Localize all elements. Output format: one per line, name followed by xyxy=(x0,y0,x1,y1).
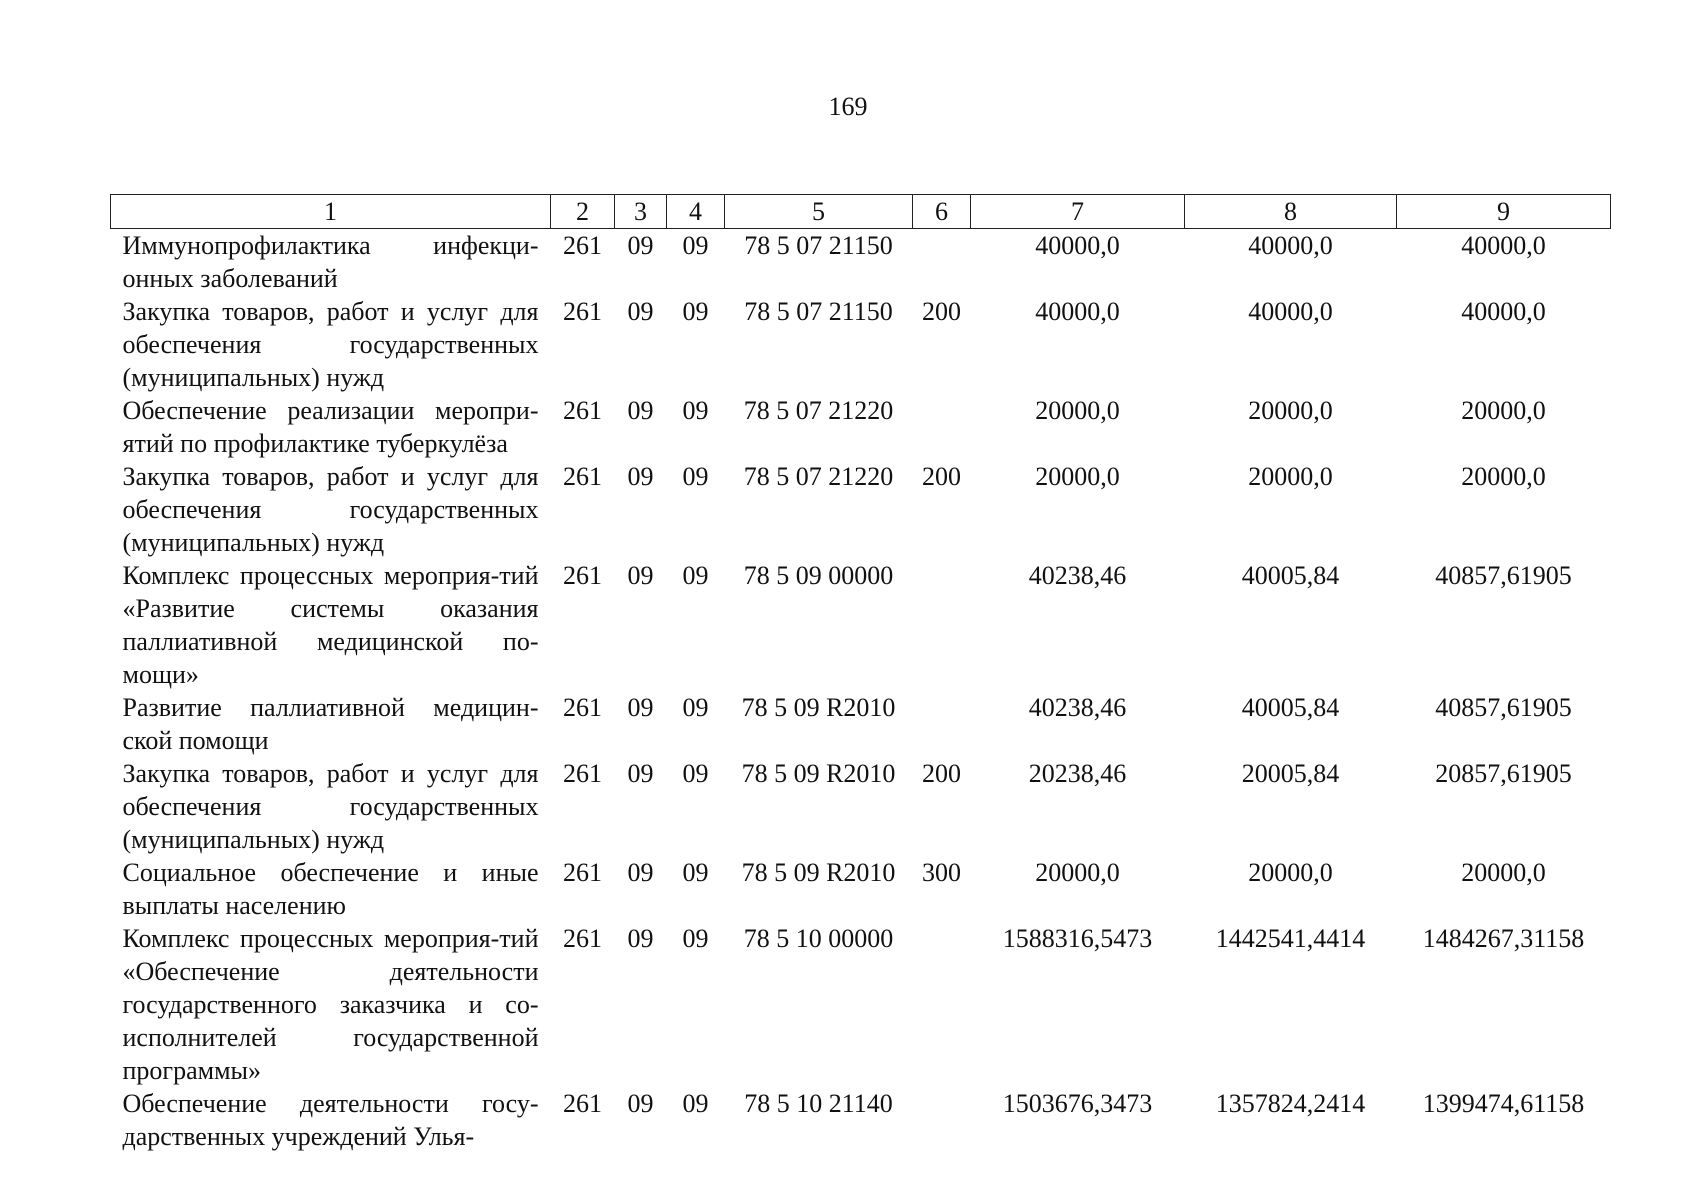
row-name: Обеспечение деятельности госу-дарственных учреждений Улья- xyxy=(122,1089,539,1151)
row-value-8: 20000,0 xyxy=(1248,858,1333,887)
row-code-2: 261 xyxy=(563,1089,602,1118)
table-row xyxy=(111,757,1611,856)
row-code-6: 200 xyxy=(922,759,961,788)
row-value-7: 40238,46 xyxy=(1028,693,1127,722)
row-code-5: 78 5 10 00000 xyxy=(743,924,894,953)
column-header: 1 xyxy=(111,195,551,229)
row-name: Закупка товаров, работ и услуг для обеспечения государственных (муниципальных) нужд xyxy=(122,462,539,557)
table-row xyxy=(111,229,1611,296)
row-value-7: 20000,0 xyxy=(1035,462,1120,491)
row-code-5: 78 5 07 21220 xyxy=(743,462,894,491)
row-code-6 xyxy=(913,394,971,460)
column-header: 7 xyxy=(971,195,1185,229)
row-value-9: 1484267,31158 xyxy=(1422,924,1585,953)
column-header: 5 xyxy=(725,195,913,229)
row-value-7: 1588316,5473 xyxy=(1002,924,1153,953)
column-header: 2 xyxy=(551,195,615,229)
row-value-8: 40000,0 xyxy=(1248,297,1333,326)
row-value-9: 40000,0 xyxy=(1461,297,1546,326)
row-code-2: 261 xyxy=(563,561,602,590)
row-code-2: 261 xyxy=(563,693,602,722)
row-value-9: 20000,0 xyxy=(1461,462,1546,491)
row-value-8: 20000,0 xyxy=(1248,396,1333,425)
header-row xyxy=(111,195,1611,229)
row-value-9: 20000,0 xyxy=(1461,396,1546,425)
row-code-5: 78 5 09 00000 xyxy=(743,561,894,590)
table-row xyxy=(111,460,1611,559)
row-code-3: 09 xyxy=(627,858,654,887)
row-value-8: 20000,0 xyxy=(1248,462,1333,491)
row-code-4: 09 xyxy=(682,858,709,887)
row-value-8: 40005,84 xyxy=(1241,693,1340,722)
row-code-2: 261 xyxy=(563,858,602,887)
row-value-8: 20005,84 xyxy=(1241,759,1340,788)
column-header: 8 xyxy=(1185,195,1397,229)
page-number: 169 xyxy=(828,92,868,121)
table-row xyxy=(111,1087,1611,1153)
row-code-5: 78 5 07 21150 xyxy=(744,297,893,326)
row-code-4: 09 xyxy=(682,924,709,953)
column-header: 9 xyxy=(1397,195,1611,229)
row-code-3: 09 xyxy=(627,297,654,326)
row-value-9: 20857,61905 xyxy=(1435,759,1572,788)
row-value-7: 40000,0 xyxy=(1035,231,1120,260)
row-code-6 xyxy=(913,559,971,691)
column-header: 4 xyxy=(667,195,725,229)
row-code-4: 09 xyxy=(682,693,709,722)
row-value-8: 40005,84 xyxy=(1241,561,1340,590)
row-value-7: 40238,46 xyxy=(1028,561,1127,590)
row-code-2: 261 xyxy=(563,462,602,491)
row-name: Иммунопрофилактика инфекци-онных заболеваний xyxy=(122,231,539,293)
table-row xyxy=(111,559,1611,691)
row-value-9: 40857,61905 xyxy=(1435,693,1572,722)
row-name: Закупка товаров, работ и услуг для обеспечения государственных (муниципальных) нужд xyxy=(122,759,539,854)
row-name: Закупка товаров, работ и услуг для обеспечения государственных (муниципальных) нужд xyxy=(122,297,539,392)
row-value-8: 1442541,4414 xyxy=(1215,924,1366,953)
row-code-5: 78 5 09 R2010 xyxy=(741,858,896,887)
row-name: Развитие паллиативной медицин-ской помощи xyxy=(122,693,539,755)
table-row xyxy=(111,922,1611,1087)
row-code-4: 09 xyxy=(682,462,709,491)
row-value-9: 1399474,61158 xyxy=(1422,1089,1585,1118)
row-code-3: 09 xyxy=(627,693,654,722)
row-code-3: 09 xyxy=(627,1089,654,1118)
table-body xyxy=(111,229,1611,1154)
row-code-4: 09 xyxy=(682,561,709,590)
row-code-5: 78 5 07 21150 xyxy=(744,231,893,260)
row-value-9: 20000,0 xyxy=(1461,858,1546,887)
row-code-4: 09 xyxy=(682,1089,709,1118)
row-code-6 xyxy=(913,922,971,1087)
column-header: 6 xyxy=(913,195,971,229)
row-value-7: 1503676,3473 xyxy=(1002,1089,1153,1118)
row-code-5: 78 5 09 R2010 xyxy=(741,759,896,788)
row-value-9: 40857,61905 xyxy=(1435,561,1572,590)
row-code-5: 78 5 07 21220 xyxy=(743,396,894,425)
row-value-7: 40000,0 xyxy=(1035,297,1120,326)
budget-table xyxy=(110,194,1611,1153)
row-code-6 xyxy=(913,229,971,296)
row-value-7: 20000,0 xyxy=(1035,396,1120,425)
row-code-3: 09 xyxy=(627,924,654,953)
row-code-6: 200 xyxy=(922,462,961,491)
row-code-2: 261 xyxy=(563,396,602,425)
row-code-4: 09 xyxy=(682,231,709,260)
row-name: Комплекс процессных мероприя-тий «Обеспечение деятельности государственного заказчика и со-исполнителей государственной программы» xyxy=(122,924,539,1085)
row-code-3: 09 xyxy=(627,759,654,788)
table-row xyxy=(111,394,1611,460)
row-name: Обеспечение реализации меропри-ятий по профилактике туберкулёза xyxy=(122,396,539,458)
row-code-6: 300 xyxy=(922,858,961,887)
row-code-4: 09 xyxy=(682,396,709,425)
row-value-7: 20238,46 xyxy=(1028,759,1127,788)
table-row xyxy=(111,856,1611,922)
column-header: 3 xyxy=(615,195,667,229)
row-name: Комплекс процессных мероприя-тий «Развитие системы оказания паллиативной медицинской по-мощи» xyxy=(122,561,539,689)
row-code-2: 261 xyxy=(563,297,602,326)
row-code-4: 09 xyxy=(682,297,709,326)
row-code-3: 09 xyxy=(627,561,654,590)
row-name: Социальное обеспечение и иные выплаты населению xyxy=(122,858,539,920)
row-code-4: 09 xyxy=(682,759,709,788)
row-value-8: 1357824,2414 xyxy=(1215,1089,1366,1118)
row-value-8: 40000,0 xyxy=(1248,231,1333,260)
row-value-9: 40000,0 xyxy=(1461,231,1546,260)
row-code-5: 78 5 09 R2010 xyxy=(741,693,896,722)
row-code-5: 78 5 10 21140 xyxy=(744,1089,893,1118)
row-code-2: 261 xyxy=(563,924,602,953)
table-row xyxy=(111,295,1611,394)
row-code-2: 261 xyxy=(563,231,602,260)
row-code-2: 261 xyxy=(563,759,602,788)
row-code-3: 09 xyxy=(627,231,654,260)
row-code-6: 200 xyxy=(922,297,961,326)
row-code-6 xyxy=(913,691,971,757)
row-code-3: 09 xyxy=(627,396,654,425)
row-code-6 xyxy=(913,1087,971,1153)
table-row xyxy=(111,691,1611,757)
row-code-3: 09 xyxy=(627,462,654,491)
row-value-7: 20000,0 xyxy=(1035,858,1120,887)
